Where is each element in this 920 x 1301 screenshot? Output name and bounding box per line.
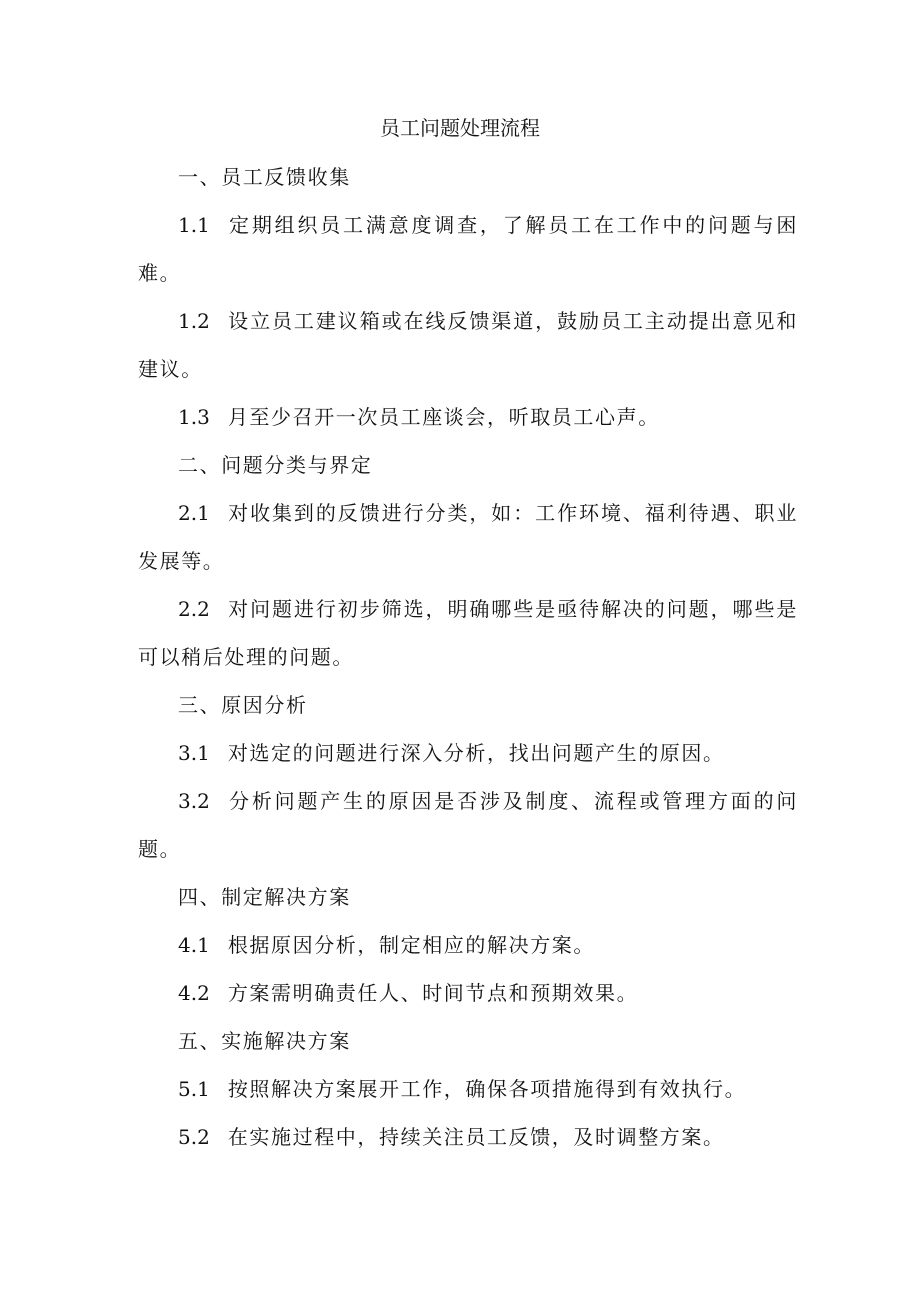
paragraph-5-2: 5.2 在实施过程中，持续关注员工反馈，及时调整方案。	[178, 1125, 725, 1149]
paragraph-2-1: 2.1 对收集到的反馈进行分类，如：工作环境、福利待遇、职业发展等。	[138, 501, 798, 573]
document-title: 员工问题处理流程	[380, 116, 540, 140]
paragraph-3-2: 3.2 分析问题产生的原因是否涉及制度、流程或管理方面的问题。	[138, 789, 798, 861]
paragraph-5-1: 5.1 按照解决方案展开工作，确保各项措施得到有效执行。	[178, 1077, 747, 1101]
paragraph-1-2: 1.2 设立员工建议箱或在线反馈渠道，鼓励员工主动提出意见和建议。	[138, 309, 798, 381]
section-heading-1: 一、员工反馈收集	[178, 165, 351, 189]
document-body	[138, 153, 798, 1161]
paragraph-3-1: 3.1 对选定的问题进行深入分析，找出问题产生的原因。	[178, 741, 725, 765]
paragraph-2-2: 2.2 对问题进行初步筛选，明确哪些是亟待解决的问题，哪些是可以稍后处理的问题。	[138, 597, 798, 669]
paragraph-1-1: 1.1 定期组织员工满意度调查，了解员工在工作中的问题与困难。	[138, 213, 798, 285]
section-heading-5: 五、实施解决方案	[178, 1029, 351, 1053]
section-heading-4: 四、制定解决方案	[178, 885, 351, 909]
paragraph-4-1: 4.1 根据原因分析，制定相应的解决方案。	[178, 933, 596, 957]
paragraph-4-2: 4.2 方案需明确责任人、时间节点和预期效果。	[178, 981, 639, 1005]
section-heading-3: 三、原因分析	[178, 693, 308, 717]
section-heading-2: 二、问题分类与界定	[178, 453, 373, 477]
paragraph-1-3: 1.3 月至少召开一次员工座谈会，听取员工心声。	[178, 405, 660, 429]
